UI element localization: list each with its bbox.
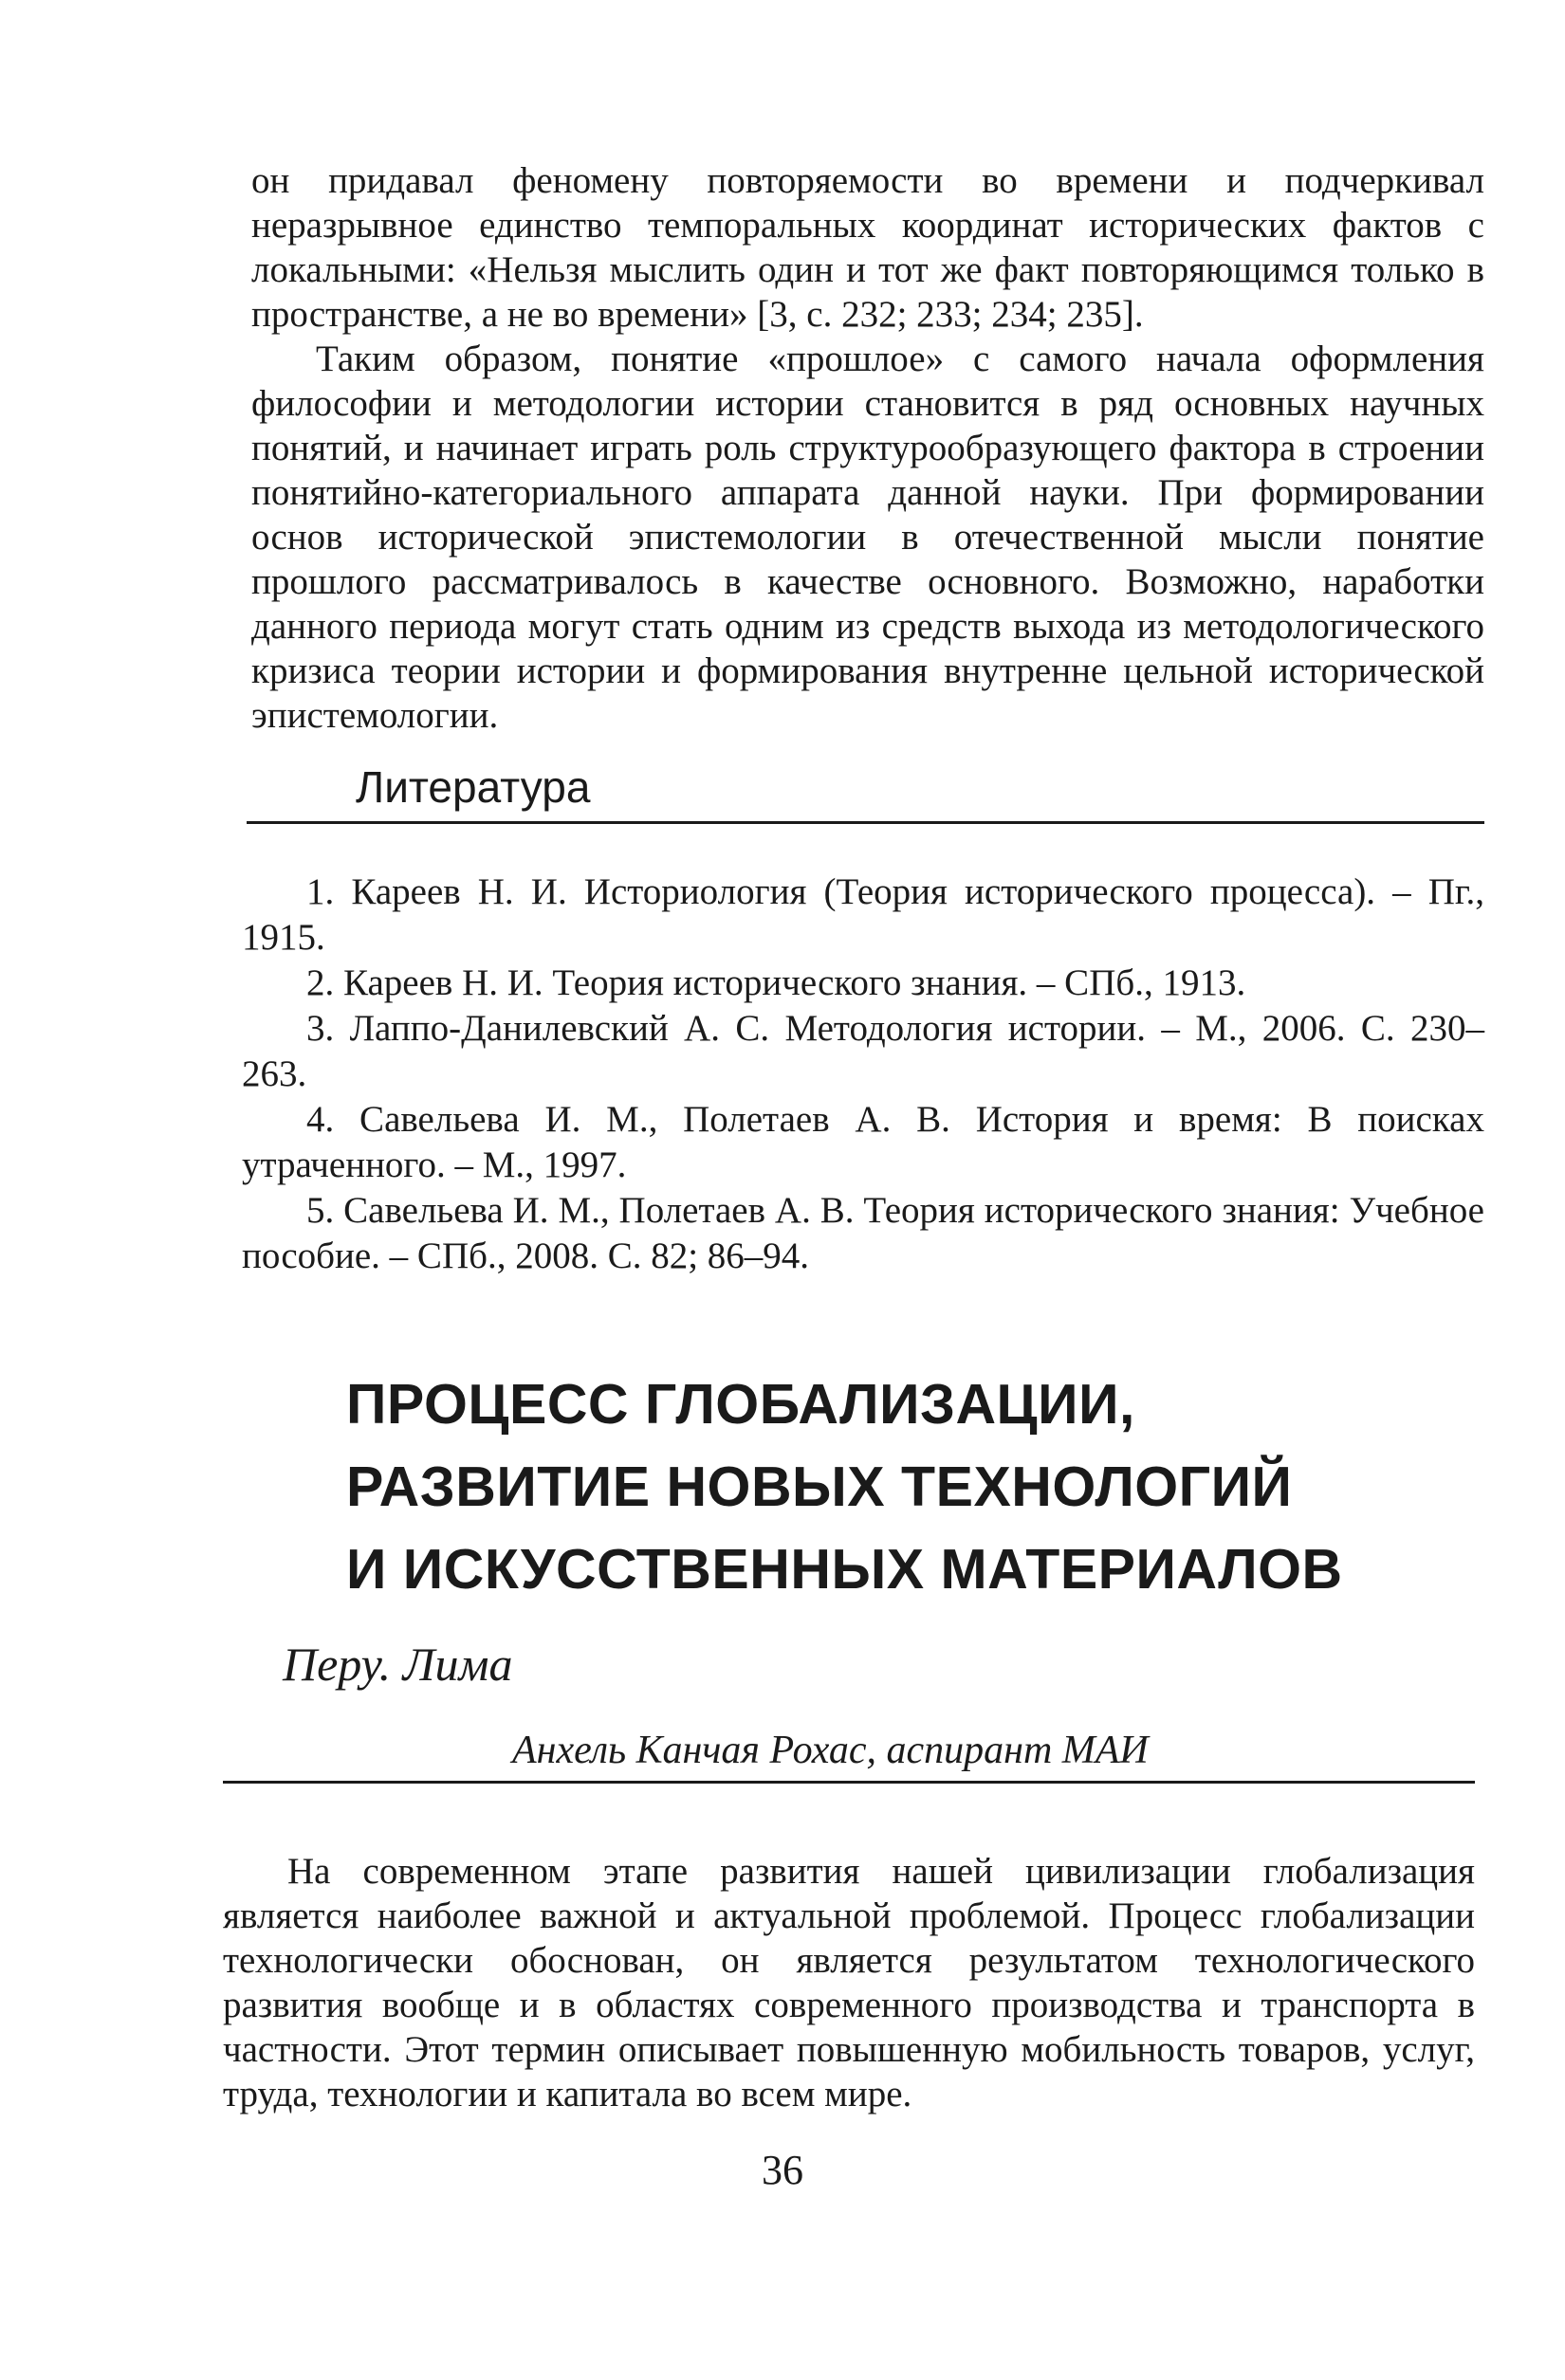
reference-item: 3. Лаппо-Данилевский А. С. Методология истории. – М., 2006. С. 230–263. [242,1008,1484,1094]
article-title-line: ПРОЦЕСС ГЛОБАЛИЗАЦИИ, [346,1373,1135,1436]
article-title-line: И ИСКУССТВЕННЫХ МАТЕРИАЛОВ [346,1538,1343,1601]
literature-divider [247,821,1484,824]
paragraph-conclusion: Таким образом, понятие «прошлое» с самого начала оформления философии и методологии истории становится в ряд основных научных понятий, и начинает играть роль структурообразующего фактора в строении понятийно-категориального аппарата данной науки. При формировании основ исторической эпистемологии в отечественной мысли понятие прошлого рассматривалось в качестве основного. Возможно, наработки данного периода могут стать одним из средств выхода из методологического кризиса теории истории и формирования внутренне цельной исторической эпистемологии. [251,339,1484,736]
page-number: 36 [762,2147,803,2193]
article-body-paragraph: На современном этапе развития нашей цивилизации глобализация является наиболее важной и актуальной проблемой. Процесс глобализации технологически обоснован, он является результатом технологического развития вообще и в областях современного производства и транспорта в частности. Этот термин описывает повышенную мобильность товаров, услуг, труда, технологии и капитала во всем мире. [223,1851,1475,2115]
article-author: Анхель Канчая Рохас, аспирант МАИ [512,1729,1149,1772]
article-title-line: РАЗВИТИЕ НОВЫХ ТЕХНОЛОГИЙ [346,1455,1293,1518]
paragraph-continued: он придавал феномену повторяемости во времени и подчеркивал неразрывное единство темпоральных координат исторических фактов с локальными: «Нельзя мыслить один и тот же факт повторяющимся только в пространстве, а не во времени» [3, с. 232; 233; 234; 235]. [251,160,1484,335]
article-location: Перу. Лима [283,1638,513,1691]
author-divider [223,1781,1475,1784]
reference-item: 1. Кареев Н. И. Историология (Теория исторического процесса). – Пг., 1915. [242,871,1484,958]
literature-heading: Литература [356,762,591,812]
reference-item: 2. Кареев Н. И. Теория исторического знания. – СПб., 1913. [306,962,1246,1003]
reference-list [242,870,1484,1279]
reference-item: 5. Савельева И. М., Полетаев А. В. Теория исторического знания: Учебное пособие. – СПб., 2008. С. 82; 86–94. [242,1190,1484,1276]
reference-item: 4. Савельева И. М., Полетаев А. В. История и время: В поисках утраченного. – М., 1997. [242,1099,1484,1185]
article-title [346,1364,1484,1611]
